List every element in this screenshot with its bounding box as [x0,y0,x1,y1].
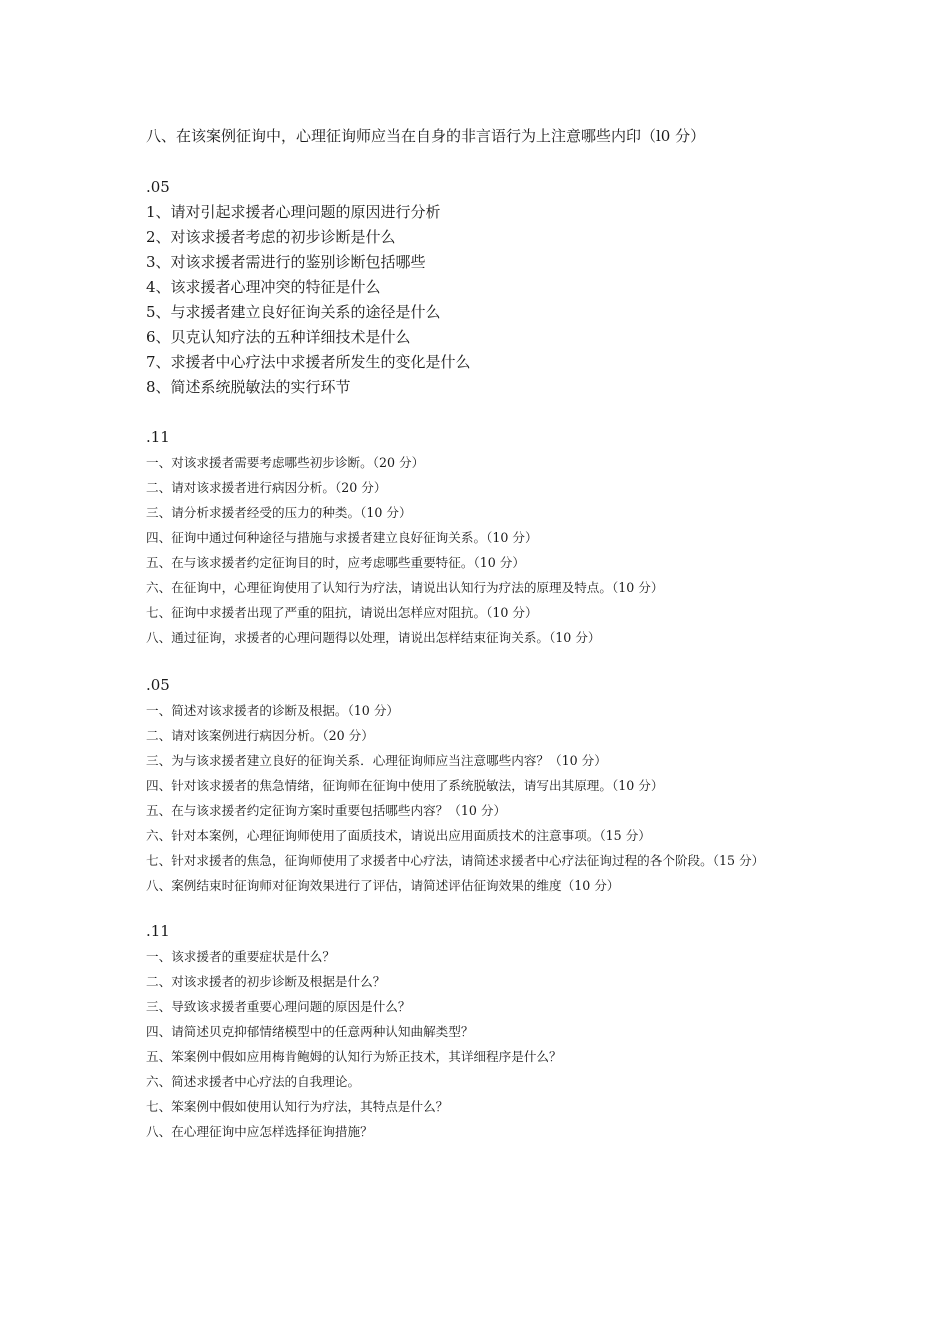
question-item: 四、征询中通过何种途径与措施与求援者建立良好征询关系。（10 分） [146,530,538,545]
question-item: 六、简述求援者中心疗法的自我理论。 [146,1074,361,1089]
exam-section-1 [146,176,816,400]
question-item: 一、对该求援者需要考虑哪些初步诊断。（20 分） [146,455,425,470]
question-item: 五、笨案例中假如应用梅肯鲍姆的认知行为矫正技术，其详细程序是什么？ [146,1049,562,1064]
question-item: 七、征询中求援者出现了严重的阻抗，请说出怎样应对阻抗。（10 分） [146,605,538,620]
question-item: 八、在心理征询中应怎样选择征询措施？ [146,1124,373,1139]
question-item: 五、在与该求援者约定征询方案时重要包括哪些内容？（10 分） [146,803,507,818]
section-heading: .05 [146,676,170,694]
question-item: 二、请对该求援者进行病因分析。（20 分） [146,480,387,495]
question-item: 6、贝克认知疗法的五种详细技术是什么 [146,328,411,346]
question-item: 七、针对求援者的焦急，征询师使用了求援者中心疗法，请简述求援者中心疗法征询过程的各个阶段。（15 分） [146,853,765,868]
exam-section-2 [146,426,816,650]
question-item: 六、针对本案例，心理征询师使用了面质技术，请说出应用面质技术的注意事项。（15 分） [146,828,651,843]
question-item: 2、对该求援者考虑的初步诊断是什么 [146,228,396,246]
section-heading: .11 [146,428,170,446]
question-item: 八、通过征询，求援者的心理问题得以处理，请说出怎样结束征询关系。（10 分） [146,630,601,645]
question-item: 1、请对引起求援者心理问题的原因进行分析 [146,203,441,221]
question-item: 3、对该求援者需进行的鉴别诊断包括哪些 [146,253,426,271]
intro-question: 八、在该案例征询中，心理征询师应当在自身的非言语行为上注意哪些内印（l0 分） [146,127,706,145]
question-item: 8、简述系统脱敏法的实行环节 [146,378,351,396]
document-page [146,124,816,1164]
question-item: 三、请分析求援者经受的压力的种类。（10 分） [146,505,412,520]
question-item: 五、在与该求援者约定征询目的时，应考虑哪些重要特征。（10 分） [146,555,525,570]
question-item: 三、导致该求援者重要心理问题的原因是什么？ [146,999,411,1014]
question-item: 三、为与该求援者建立良好的征询关系．心理征询师应当注意哪些内容？（10 分） [146,753,607,768]
question-item: 一、简述对该求援者的诊断及根据。（10 分） [146,703,400,718]
question-item: 一、该求援者的重要症状是什么？ [146,949,335,964]
question-item: 5、与求援者建立良好征询关系的途径是什么 [146,303,441,321]
question-item: 四、针对该求援者的焦急情绪，征询师在征询中使用了系统脱敏法，请写出其原理。（10 分） [146,778,664,793]
section-heading: .05 [146,178,170,196]
question-item: 四、请简述贝克抑郁情绪模型中的任意两种认知曲解类型？ [146,1024,474,1039]
question-item: 七、笨案例中假如使用认知行为疗法，其特点是什么？ [146,1099,449,1114]
question-item: 八、案例结束时征询师对征询效果进行了评估，请简述评估征询效果的维度（10 分） [146,878,620,893]
exam-section-4 [146,920,816,1144]
section-heading: .11 [146,922,170,940]
question-item: 六、在征询中，心理征询使用了认知行为疗法，请说出认知行为疗法的原理及特点。（10 分） [146,580,664,595]
question-item: 7、求援者中心疗法中求援者所发生的变化是什么 [146,353,471,371]
question-item: 二、请对该案例进行病因分析。（20 分） [146,728,374,743]
exam-section-3 [146,674,816,898]
question-item: 二、对该求援者的初步诊断及根据是什么？ [146,974,386,989]
question-item: 4、该求援者心理冲突的特征是什么 [146,278,381,296]
